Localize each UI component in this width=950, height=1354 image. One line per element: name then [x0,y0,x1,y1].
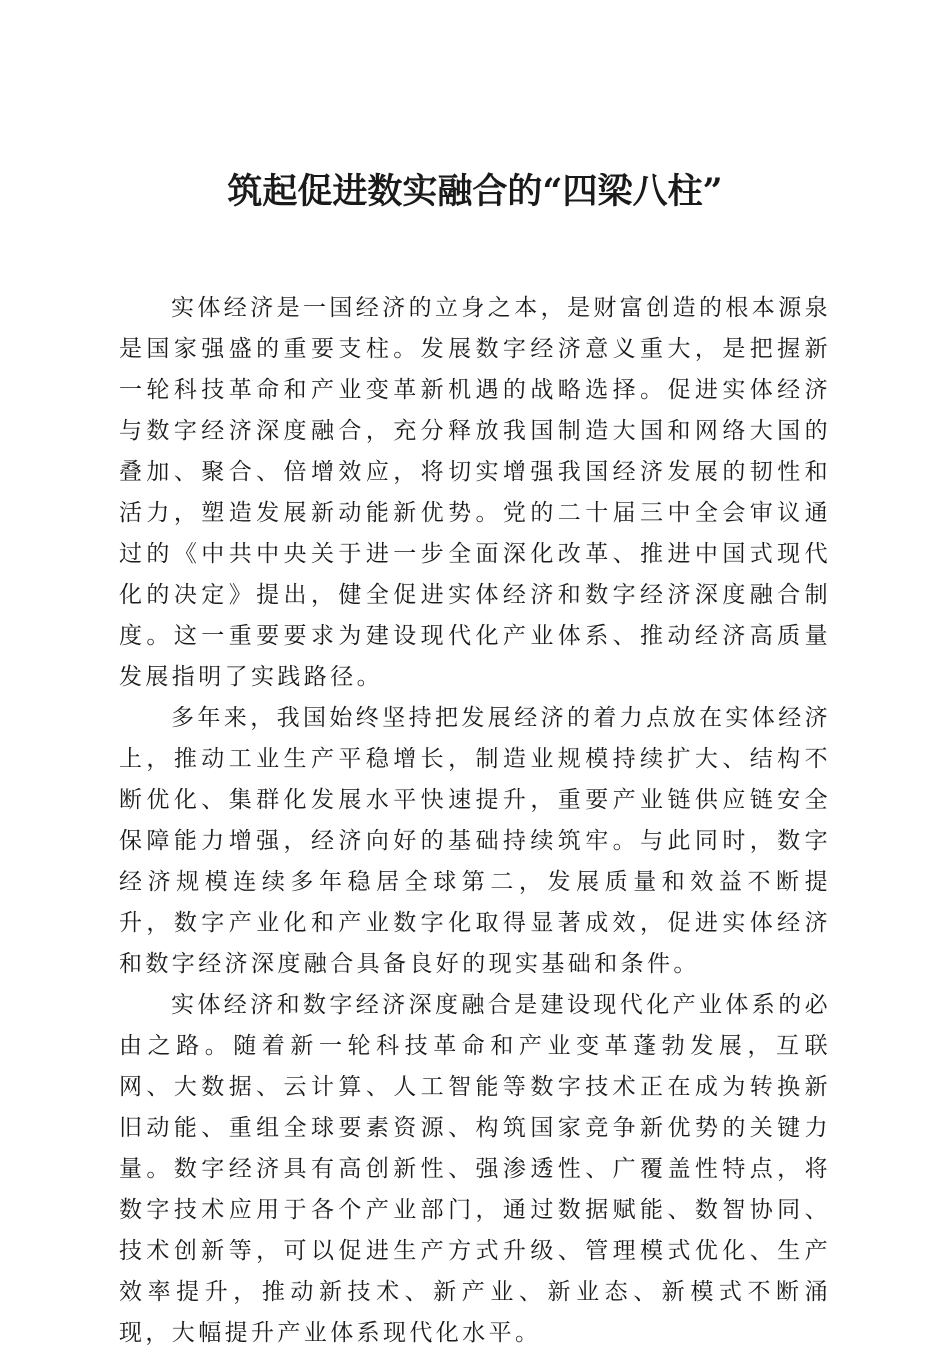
paragraph-3: 实体经济和数字经济深度融合是建设现代化产业体系的必由之路。随着新一轮科技革命和产业变革蓬勃发展，互联网、大数据、云计算、人工智能等数字技术正在成为转换新旧动能、重组全球要素资源、构筑国家竞争新优势的关键力量。数字经济具有高创新性、强渗透性、广覆盖性特点，将数字技术应用于各个产业部门，通过数据赋能、数智协同、技术创新等，可以促进生产方式升级、管理模式优化、生产效率提升，推动新技术、新产业、新业态、新模式不断涌现，大幅提升产业体系现代化水平。 [119,992,831,1346]
paragraph-1: 实体经济是一国经济的立身之本，是财富创造的根本源泉是国家强盛的重要支柱。发展数字经济意义重大，是把握新一轮科技革命和产业变革新机遇的战略选择。促进实体经济与数字经济深度融合，充分释放我国制造大国和网络大国的叠加、聚合、倍增效应，将切实增强我国经济发展的韧性和活力，塑造发展新动能新优势。党的二十届三中全会审议通过的《中共中央关于进一步全面深化改革、推进中国式现代化的决定》提出，健全促进实体经济和数字经济深度融合制度。这一重要要求为建设现代化产业体系、推动经济高质量发展指明了实践路径。 [119,295,831,690]
document-body [119,288,831,1354]
paragraph-2: 多年来，我国始终坚持把发展经济的着力点放在实体经济上，推动工业生产平稳增长，制造业规模持续扩大、结构不断优化、集群化发展水平快速提升，重要产业链供应链安全保障能力增强，经济向好的基础持续筑牢。与此同时，数字经济规模连续多年稳居全球第二，发展质量和效益不断提升，数字产业化和产业数字化取得显著成效，促进实体经济和数字经济深度融合具备良好的现实基础和条件。 [119,705,831,977]
document-title: 筑起促进数实融合的“四梁八柱” [227,171,723,212]
